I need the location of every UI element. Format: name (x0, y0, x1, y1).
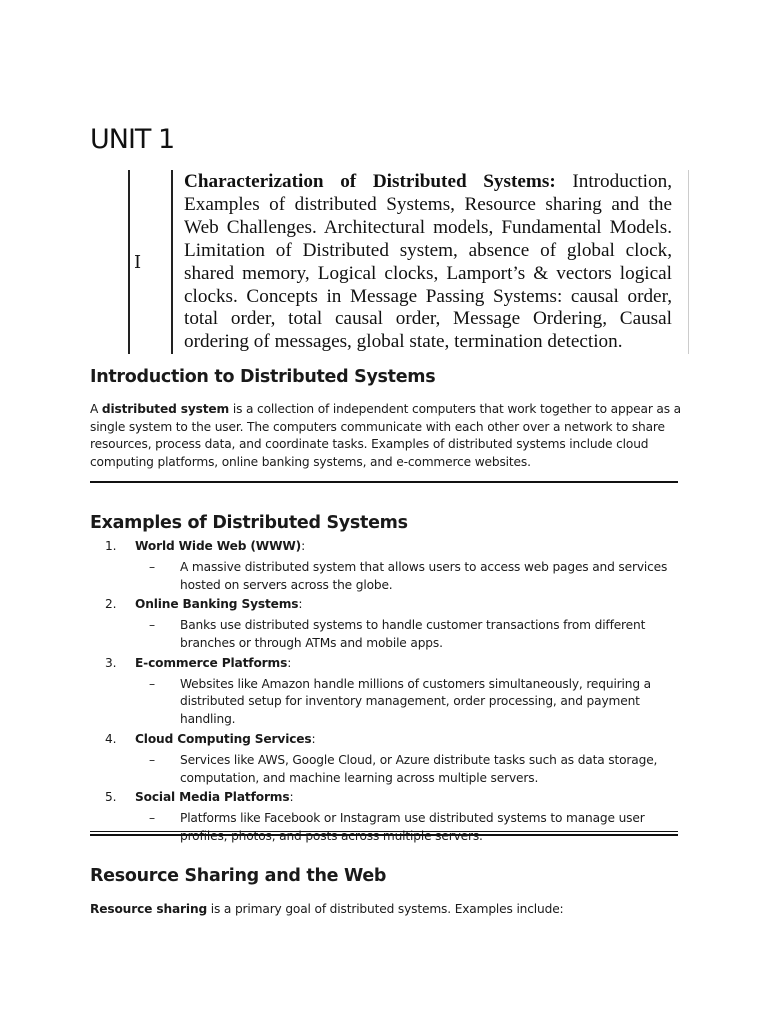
list-item (90, 655, 682, 729)
list-item-description-text: Websites like Amazon handle millions of customers simultaneously, requiring a distributed setup for inventory management, order processing, and payment handling. (180, 676, 651, 727)
list-item-description (135, 752, 682, 788)
list-item-dash: – (149, 618, 155, 633)
list-item-colon: : (287, 655, 292, 670)
intro-heading: Introduction to Distributed Systems (90, 367, 436, 387)
list-item-colon: : (301, 539, 306, 553)
list-item-description-text: A massive distributed system that allows users to access web pages and services hosted on servers across the globe. (180, 559, 668, 592)
list-item-dash: – (149, 676, 155, 691)
list-item-dash: – (149, 752, 155, 767)
unit-title: UNIT 1 (90, 124, 175, 155)
syllabus-unit-number: I (134, 252, 142, 273)
section-divider-double-top (90, 831, 678, 832)
syllabus-heading: Characterization of Distributed Systems: (184, 171, 556, 192)
list-item-description (135, 810, 682, 846)
syllabus-description (184, 171, 672, 354)
syllabus-topics: Introduction, Examples of distributed Systems, Resource sharing and the Web Challenges. Architectural models, Fundamental Models. Limitation of Distributed system, absence of global clock, shared memory, Logical clocks, Lamport’s & vectors logical clocks. Concepts in Message Passing Systems: causal order, total order, total causal order, Message Ordering, Causal ordering of messages, global state, termination detection. (184, 171, 672, 353)
resource-body: is a primary goal of distributed systems. Examples include: (207, 902, 564, 916)
list-item (90, 789, 682, 845)
list-item-number: 1. (105, 539, 117, 553)
resource-paragraph (90, 901, 682, 919)
resource-term: Resource sharing (90, 902, 208, 916)
list-item (90, 596, 682, 652)
list-item-description-text: Banks use distributed systems to handle customer transactions from different branches or through ATMs and mobile apps. (180, 618, 646, 650)
table-border-right (688, 170, 689, 354)
list-item-description (135, 676, 682, 729)
section-divider-double-bottom (90, 834, 678, 836)
list-item (90, 731, 682, 787)
list-item-colon: : (298, 597, 303, 612)
table-border-left (128, 170, 130, 354)
list-item-number: 3. (105, 655, 117, 670)
list-item-title: Cloud Computing Services (135, 731, 312, 746)
list-item-number: 5. (105, 790, 117, 805)
list-item-description (135, 617, 682, 653)
list-item-number: 2. (105, 597, 117, 612)
list-item-title: E-commerce Platforms (135, 655, 288, 670)
list-item-colon: : (311, 731, 316, 746)
intro-lead: A (90, 402, 102, 416)
list-item-description-text: Services like AWS, Google Cloud, or Azure distribute tasks such as data storage, computation, and machine learning across multiple servers. (180, 752, 658, 785)
list-item-title: Social Media Platforms (135, 790, 290, 805)
list-item-number: 4. (105, 731, 117, 746)
examples-heading: Examples of Distributed Systems (90, 513, 408, 533)
resource-heading: Resource Sharing and the Web (90, 866, 387, 886)
intro-body: is a collection of independent computers that work together to appear as a single system to the user. The computers communicate with each other over a network to share resources, process data, and coordinate tasks. Examples of distributed systems include cloud computing platforms, online banking systems, and e-commerce websites. (90, 402, 681, 469)
list-item (90, 538, 682, 594)
section-divider (90, 481, 678, 483)
list-item-title: Online Banking Systems (135, 597, 299, 612)
table-border-middle (171, 170, 173, 354)
list-item-dash: – (149, 811, 155, 826)
list-item-description (135, 559, 682, 595)
examples-list (90, 538, 682, 848)
list-item-colon: : (289, 790, 294, 805)
intro-term: distributed system (101, 402, 230, 416)
list-item-description-text: Platforms like Facebook or Instagram use distributed systems to manage user (180, 811, 645, 826)
intro-paragraph (90, 401, 682, 471)
list-item-dash: – (149, 559, 155, 574)
syllabus-table-image (90, 168, 690, 354)
list-item-title: World Wide Web (WWW) (135, 539, 302, 553)
